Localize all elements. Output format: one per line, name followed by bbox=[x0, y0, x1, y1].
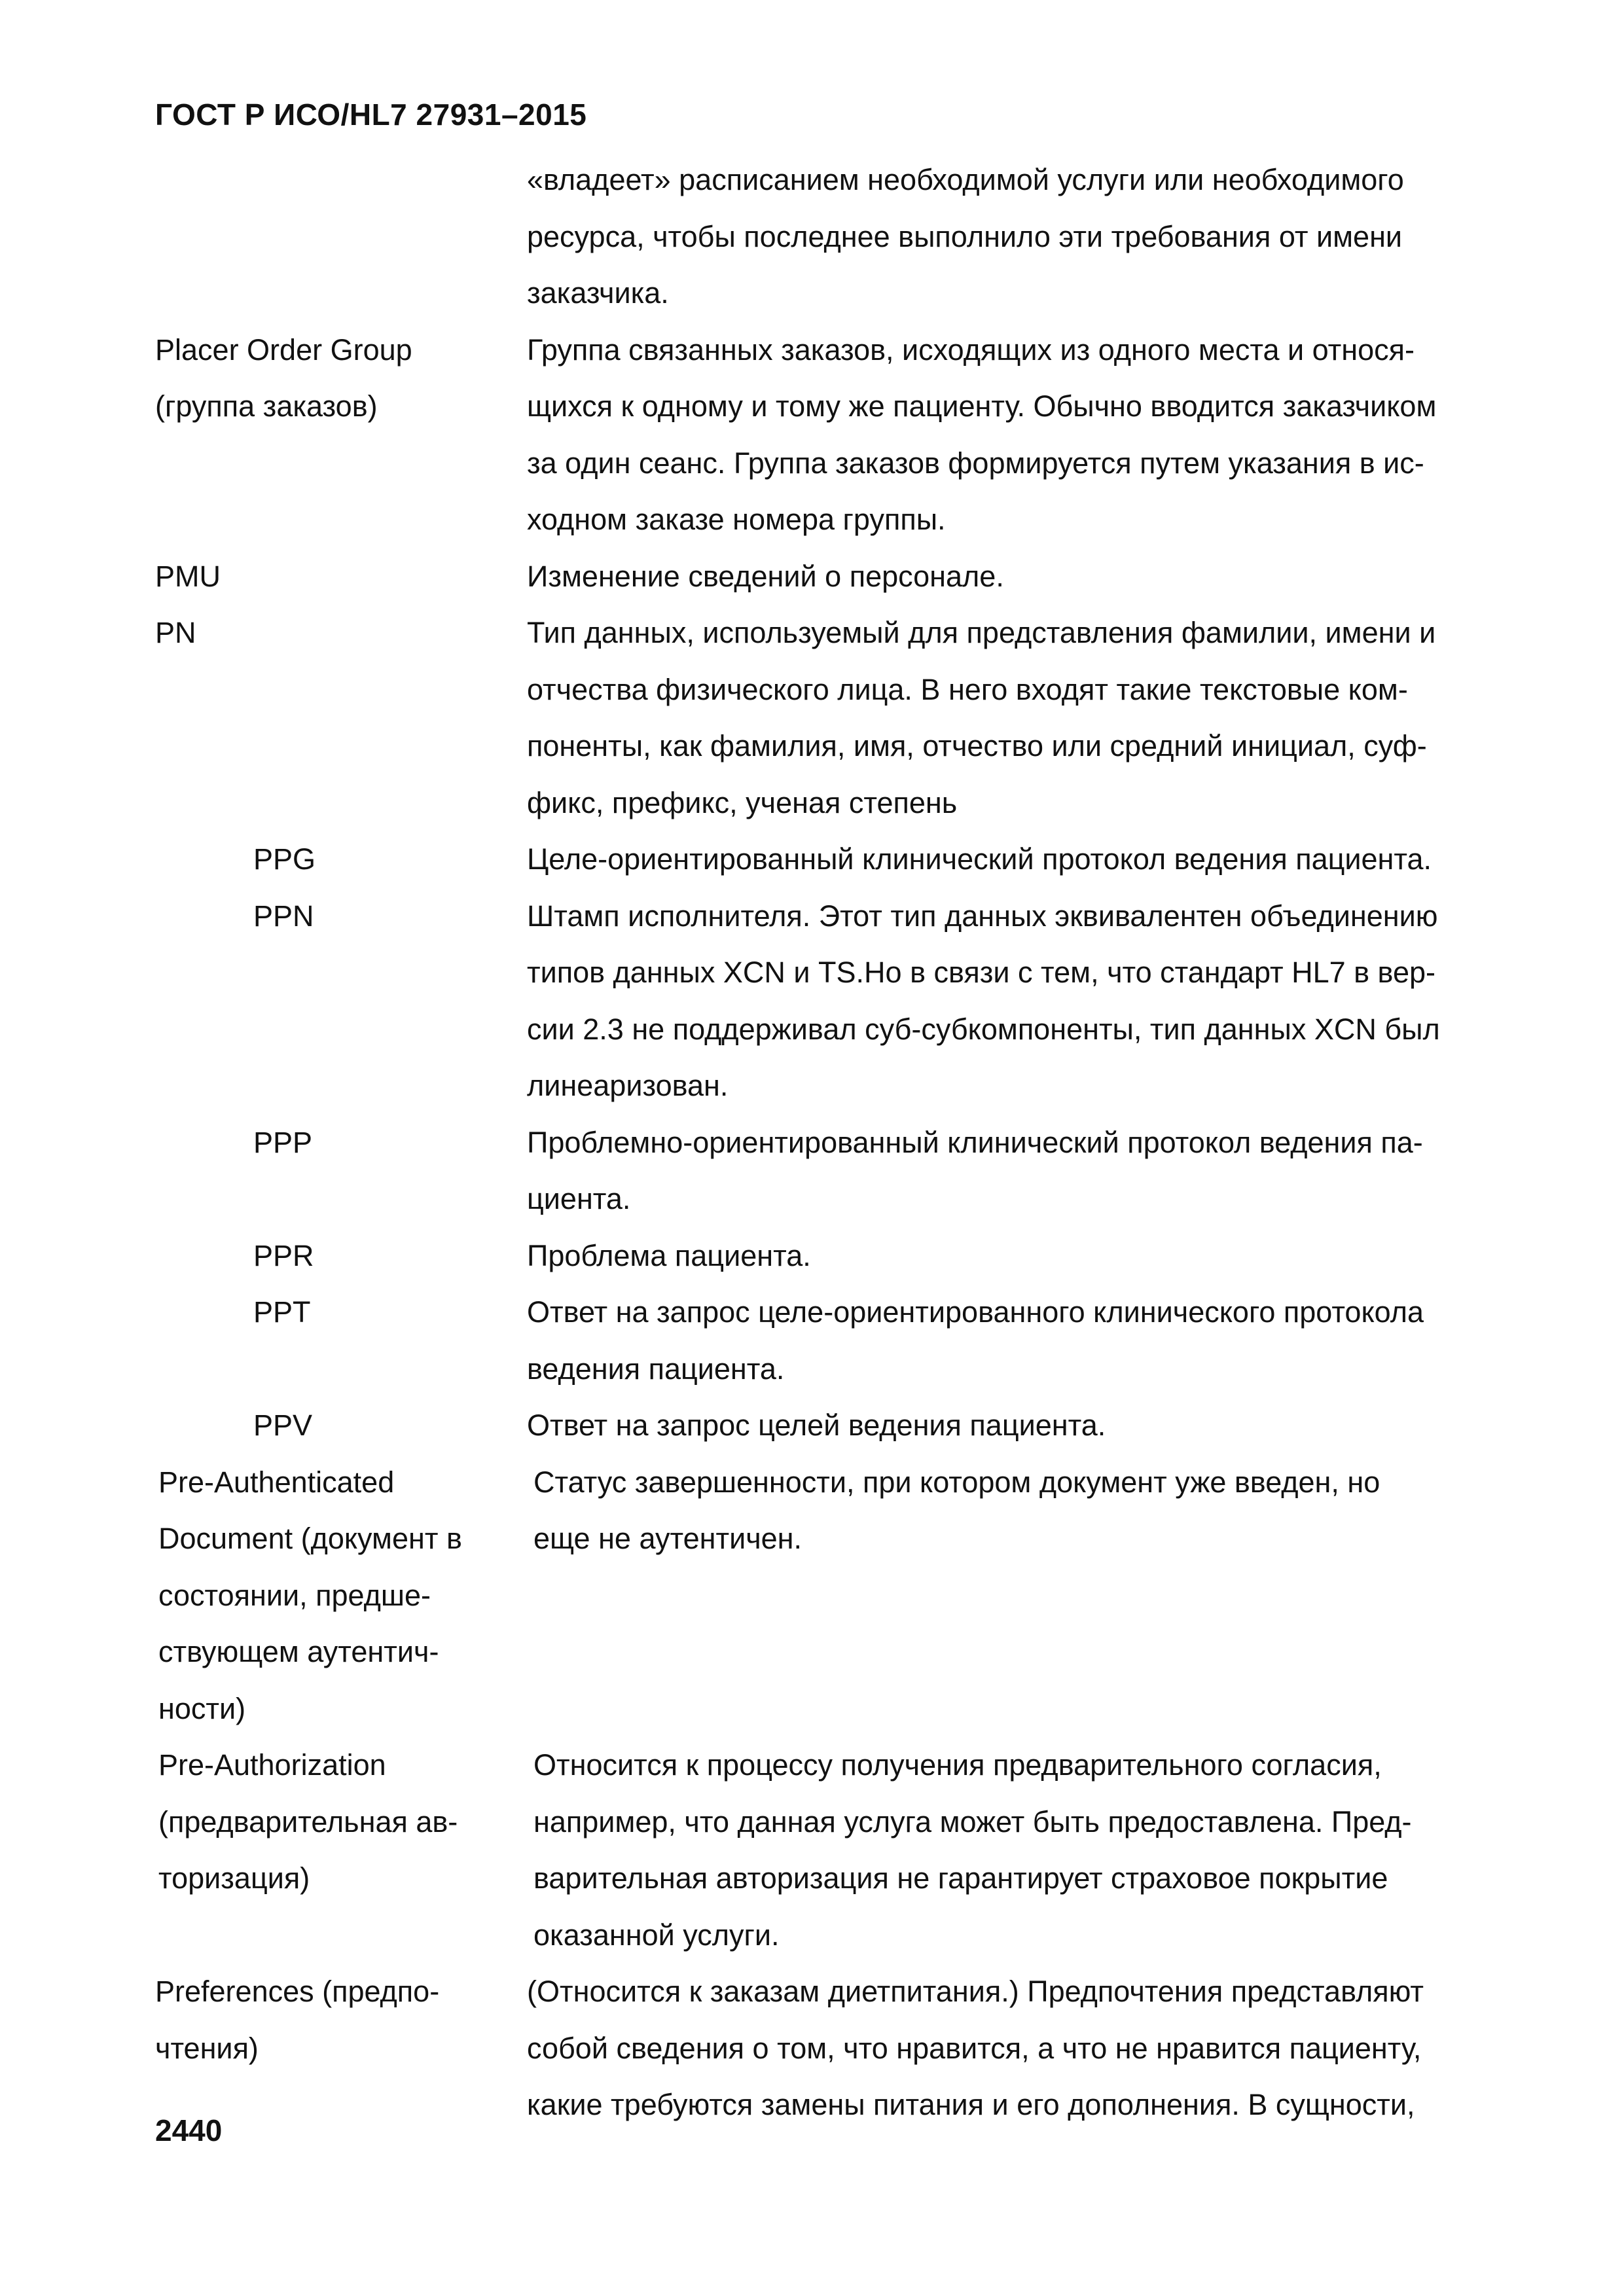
glossary-term: PPG bbox=[253, 842, 316, 876]
glossary-term: PPN bbox=[253, 899, 314, 933]
glossary-entry bbox=[155, 888, 1549, 1115]
page-number: 2440 bbox=[155, 2113, 223, 2147]
glossary-entry bbox=[155, 1964, 1549, 2134]
glossary-definition: Изменение сведений о персонале. bbox=[527, 559, 1004, 593]
glossary-entry bbox=[155, 605, 1549, 831]
glossary-definition: Проблемно-ориентированный клинический протокол ведения па- циента. bbox=[527, 1125, 1423, 1215]
glossary-term bbox=[155, 152, 527, 322]
glossary-definition: Ответ на запрос целе-ориентированного клинического протокола ведения пациента. bbox=[527, 1295, 1424, 1386]
glossary-term: PN bbox=[155, 616, 196, 649]
glossary-entry bbox=[155, 548, 1549, 605]
glossary-definition: Проблема пациента. bbox=[527, 1238, 811, 1272]
glossary-entry bbox=[155, 1228, 1549, 1285]
glossary-entry bbox=[155, 1454, 1549, 1738]
glossary-entry bbox=[155, 152, 1549, 322]
glossary-definition: Штамп исполнителя. Этот тип данных эквивалентен объединению типов данных XCN и TS.Но в связи с тем, что стандарт HL7 в вер- сии 2.3 не поддерживал суб-субкомпоненты, тип данных XCN был линеаризован. bbox=[527, 899, 1440, 1102]
glossary-entry bbox=[155, 1397, 1549, 1454]
glossary-term: Pre-Authenticated Document (документ в состоянии, предше- ствующем аутентич- ности) bbox=[158, 1465, 462, 1725]
glossary-definition: (Относится к заказам диетпитания.) Предпочтения представляют собой сведения о том, что нравится, а что не нравится пациенту, какие требуются замены питания и его дополнения. В сущности, bbox=[527, 1975, 1424, 2121]
glossary-definition: Тип данных, используемый для представления фамилии, имени и отчества физического лица. В него входят такие текстовые ком- поненты, как фамилия, имя, отчество или средний инициал, суф- фикс, префикс, ученая степень bbox=[527, 616, 1436, 819]
glossary-term: Preferences (предпо- чтения) bbox=[155, 1975, 440, 2065]
glossary-term: PPV bbox=[253, 1408, 313, 1442]
glossary-term: PPT bbox=[253, 1295, 311, 1329]
glossary-entry bbox=[155, 1737, 1549, 1964]
document-header: ГОСТ Р ИСО/HL7 27931–2015 bbox=[155, 98, 587, 132]
glossary-list bbox=[155, 152, 1549, 2134]
glossary-entry bbox=[155, 322, 1549, 548]
glossary-definition: «владеет» расписанием необходимой услуги или необходимого ресурса, чтобы последнее выполнило эти требования от имени заказчика. bbox=[527, 163, 1404, 310]
glossary-term: PPP bbox=[253, 1125, 313, 1159]
glossary-definition: Статус завершенности, при котором документ уже введен, но еще не аутентичен. bbox=[533, 1465, 1380, 1555]
glossary-entry bbox=[155, 831, 1549, 888]
glossary-definition: Целе-ориентированный клинический протокол ведения пациента. bbox=[527, 842, 1432, 876]
glossary-definition: Относится к процессу получения предварительного согласия, например, что данная услуга может быть предоставлена. Пред- варительная авторизация не гарантирует страховое покрытие оказанной услуги. bbox=[533, 1748, 1412, 1952]
glossary-term: PPR bbox=[253, 1238, 314, 1272]
glossary-term: Pre-Authorization (предварительная ав- торизация) bbox=[158, 1748, 458, 1895]
glossary-entry bbox=[155, 1284, 1549, 1397]
glossary-term: Placer Order Group (группа заказов) bbox=[155, 332, 412, 423]
glossary-entry bbox=[155, 1115, 1549, 1228]
glossary-definition: Ответ на запрос целей ведения пациента. bbox=[527, 1408, 1106, 1442]
glossary-definition: Группа связанных заказов, исходящих из одного места и относя- щихся к одному и тому же пациенту. Обычно вводится заказчиком за один сеанс. Группа заказов формируется путем указания в ис- ходном заказе номера группы. bbox=[527, 332, 1437, 536]
glossary-term: PMU bbox=[155, 559, 221, 593]
